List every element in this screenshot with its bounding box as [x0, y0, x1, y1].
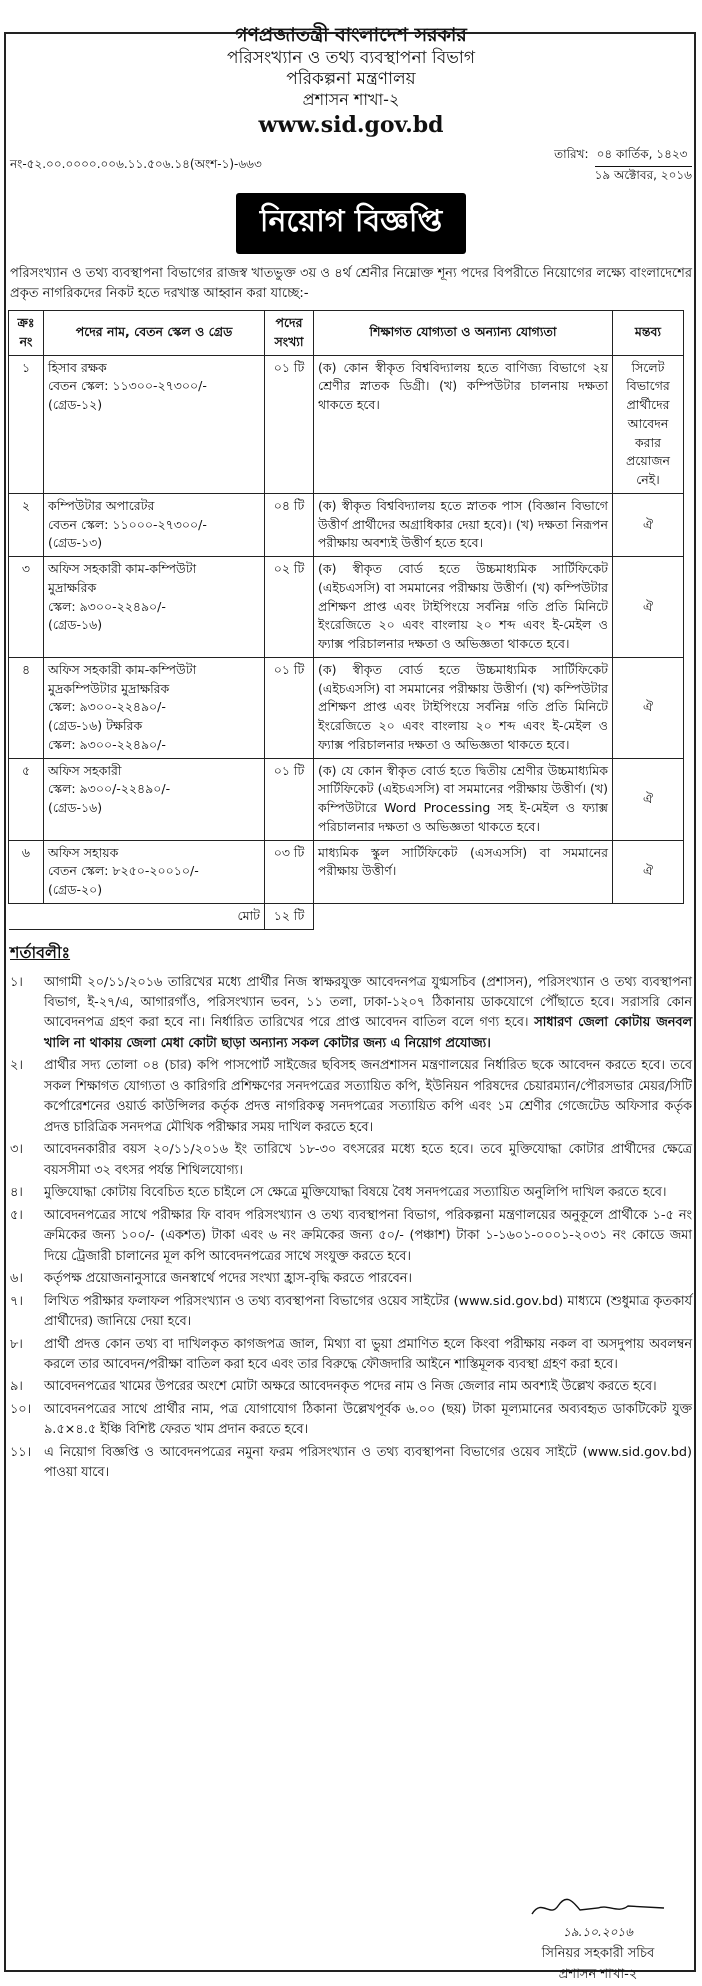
term-number: ৩। — [10, 1142, 23, 1158]
intro-text: পরিসংখ্যান ও তথ্য ব্যবস্থাপনা বিভাগের রাজস্ব খাতভুক্ত ৩য় ও ৪র্থ শ্রেনীর নিম্নোক্ত শূন্য পদের বিপরীতে নিয়োগের লক্ষ্যে বাংলাদেশের প্রকৃত নাগরিকদের নিকট হতে দরখাস্ত আহ্বান করা যাচ্ছে:- — [10, 265, 692, 301]
post-line: (গ্রেড-১২) — [48, 397, 103, 413]
post-line: (গ্রেড-১৬) — [48, 800, 103, 816]
total-value: ১২ টি — [265, 903, 314, 929]
post-line: অফিস সহকারী কাম-কম্পিউটা — [48, 661, 197, 677]
cell-count: ০১ টি — [265, 355, 314, 493]
signature-scribble — [528, 1896, 668, 1920]
terms-title: শর্তাবলীঃ — [10, 942, 71, 962]
cell-sl: ৩ — [9, 557, 44, 658]
term-text-main: প্রার্থীর সদ্য তোলা ০৪ (চার) কপি পাসপোর্ট সাইজের ছবিসহ জনপ্রশাসন মন্ত্রণালয়ের নির্ধারিত ছকে আবেদন করতে হবে। তবে সকল শিক্ষাগত যোগ্যতা ও কারিগরি প্রশিক্ষণের সনদপত্রের সত্যায়িত কপি, ইউনিয়ন পরিষদের চেয়ারম্যান/পৌরসভার মেয়র/সিটি কর্পোরেশনের ওয়ার্ড কাউন্সিলর কর্তৃক প্রদত্ত নাগরিকত্ব সনদপত্রের সত্যায়িত কপি এবং ১ম শ্রেণীর গেজেটেড অফিসার কর্তৃক প্রদত্ত চারিত্রিক সনদপত্র মৌখিক পরীক্ষার সময় দাখিল করতে হবে। — [44, 1058, 692, 1135]
cell-qualification: (ক) স্বীকৃত বোর্ড হতে উচ্চমাধ্যমিক সার্টিফিকেট (এইচএসসি) বা সমমানের পরীক্ষায় উত্তীর্ণ। (খ) কম্পিউটার প্রশিক্ষণ প্রাপ্ত এবং টাইপিংয়ে সর্বনিম্ন গতি প্রতি মিনিটে ইংরেজিতে ২০ এবং বাংলায় ২০ শব্দ এবং ই-মেইল ও ফ্যাক্স পরিচালনার দক্ষতা ও অভিজ্ঞতা থাকতে হবে। — [314, 557, 613, 658]
branch-name: প্রশাসন শাখা-২ — [302, 90, 400, 110]
cell-count: ০৩ টি — [265, 840, 314, 903]
post-line: কম্পিউটার অপারেটর — [48, 497, 155, 513]
post-line: (গ্রেড-২০) — [48, 882, 103, 898]
signature-date: ১৯.১০.২০১৬ — [563, 1925, 633, 1939]
cell-sl: ৪ — [9, 657, 44, 758]
department-name: পরিসংখ্যান ও তথ্য ব্যবস্থাপনা বিভাগ — [226, 47, 475, 68]
cell-remarks: ঐ — [613, 493, 684, 556]
post-line: স্কেল: ৯৩০০/-২২৪৯০/- — [48, 781, 171, 797]
term-number: ১০। — [10, 1401, 32, 1417]
term-number: ৬। — [10, 1271, 23, 1287]
term-text-main: আবেদনপত্রের সাথে পরীক্ষার ফি বাবদ পরিসংখ্যান ও তথ্য ব্যবস্থাপনা বিভাগ, পরিকল্পনা মন্ত্রণালয়ের অনুকূলে প্রার্থীকে ১-৫ নং ক্রমিকের জন্য ১০০/- (একশত) টাকা এবং ৬ নং ক্রমিকের জন্য ৫০/- (পঞ্চাশ) টাকা ১-১৬০১-০০০১-২০৩১ নং কোডে জমা দিয়ে ট্রেজারী চালানের মূল কপি আবেদনপত্রের সাথে সংযুক্ত করতে হবে। — [44, 1207, 692, 1264]
header-post: পদের নাম, বেতন স্কেল ও গ্রেড — [44, 311, 265, 356]
post-line: বেতন স্কেল: ১১০০০-২৭৩০০/- — [48, 516, 207, 532]
post-line: বেতন স্কেল: ৮২৫০-২০০১০/- — [48, 863, 199, 879]
signatory-branch: প্রশাসন শাখা-২ — [558, 1967, 638, 1982]
post-line: অফিস সহকারী — [48, 762, 122, 778]
cell-sl: ২ — [9, 493, 44, 556]
cell-count: ০১ টি — [265, 657, 314, 758]
post-line: হিসাব রক্ষক — [48, 359, 107, 375]
post-line: মুদ্রকম্পিউটার মুদ্রাক্ষরিক — [48, 680, 170, 696]
cell-remarks: ঐ — [613, 657, 684, 758]
header-remarks: মন্তব্য — [613, 311, 684, 356]
term-text-main: আগামী ২০/১১/২০১৬ তারিখের মধ্যে প্রার্থীর নিজ স্বাক্ষরযুক্ত আবেদনপত্র যুগ্মসচিব (প্রশাসন), পরিসংখ্যান ও তথ্য ব্যবস্থাপনা বিভাগ, ই-২৭/এ, আগারগাঁও, পরিসংখ্যান ভবন, ১১ তলা, ঢাকা-১২০৭ ঠিকানায় ডাকযোগে পৌঁছাতে হবে। সরাসরি কোন আবেদনপত্র গ্রহণ করা হবে না। নির্ধারিত তারিখের পরে প্রাপ্ত আবেদন বাতিল বলে গণ্য হবে। — [44, 974, 692, 1031]
cell-qualification: (ক) স্বীকৃত বোর্ড হতে উচ্চমাধ্যমিক সার্টিফিকেট (এইচএসসি) বা সমমানের পরীক্ষায় উত্তীর্ণ। (খ) কম্পিউটার প্রশিক্ষণ প্রাপ্ত এবং টাইপিংয়ে সর্বনিম্ন গতি প্রতি মিনিটে ইংরেজিতে ২০ এবং বাংলায় ২০ শব্দ এবং ই-মেইল ও ফ্যাক্স পরিচালনার দক্ষতা ও অভিজ্ঞতা থাকতে হবে। — [314, 657, 613, 758]
post-line: স্কেল: ৯৩০০-২২৪৯০/- — [48, 736, 166, 752]
post-line: অফিস সহকারী কাম-কম্পিউটা — [48, 561, 197, 577]
post-line: স্কেল: ৯৩০০-২২৪৯০/- — [48, 598, 166, 614]
cell-count: ০১ টি — [265, 758, 314, 840]
cell-remarks: ঐ — [613, 840, 684, 903]
cell-remarks: সিলেট বিভাগের প্রার্থীদের আবেদন করার প্রয়োজন নেই। — [613, 355, 684, 493]
term-number: ৫। — [10, 1207, 23, 1223]
cell-sl: ৫ — [9, 758, 44, 840]
post-line: অফিস সহায়ক — [48, 844, 119, 860]
term-text-main: আবেদনকারীর বয়স ২০/১১/২০১৬ ইং তারিখে ১৮-৩০ বৎসরের মধ্যে হতে হবে। তবে মুক্তিযোদ্ধা কোটার প্রার্থীদের ক্ষেত্রে বয়সসীমা ৩২ বৎসর পর্যন্ত শিথিলযোগ্য। — [44, 1142, 692, 1178]
term-number: ৭। — [10, 1293, 23, 1309]
term-text-emphasis: সাধারণ জেলা কোটায় জনবল খালি না থাকায় জেলা মেধা কোটা ছাড়া অন্যান্য সকল কোটার জন্য এ নিয়োগ প্রযোজ্য। — [44, 1015, 692, 1051]
cell-remarks: ঐ — [613, 557, 684, 658]
header-count: পদের সংখ্যা — [265, 311, 314, 356]
post-line: মুদ্রাক্ষরিক — [48, 579, 97, 595]
post-line: (গ্রেড-১৬) টক্ষরিক — [48, 718, 143, 734]
cell-qualification: (ক) যে কোন স্বীকৃত বোর্ড হতে দ্বিতীয় শ্রেণীর উচ্চমাধ্যমিক সার্টিফিকেট (এইচএসসি) বা সমমানের পরীক্ষায় উত্তীর্ণ। (খ) কম্পিউটারে Word Processing সহ ই-মেইল ও ফ্যাক্স পরিচালনার দক্ষতা ও অভিজ্ঞতা থাকতে হবে। — [314, 758, 613, 840]
term-number: ১। — [10, 974, 23, 990]
term-number: ১১। — [10, 1444, 32, 1460]
cell-qualification: (ক) স্বীকৃত বিশ্ববিদ্যালয় হতে স্নাতক পাস (বিজ্ঞান বিভাগে উত্তীর্ণ প্রার্থীদের অগ্রাধিকার দেয়া হবে)। (খ) দক্ষতা নিরূপন পরীক্ষায় অবশ্যই উত্তীর্ণ হতে হবে। — [314, 493, 613, 556]
cell-qualification: মাধ্যমিক স্কুল সার্টিফিকেট (এসএসসি) বা সমমানের পরীক্ষায় উত্তীর্ণ। — [314, 840, 613, 903]
term-text-main: প্রার্থী প্রদত্ত কোন তথ্য বা দাখিলকৃত কাগজপত্র জাল, মিথ্যা বা ভুয়া প্রমাণিত হলে কিংবা পরীক্ষায় নকল বা অসদুপায় অবলম্বন করলে তার আবেদন/পরীক্ষা বাতিল করা হবে এবং তার বিরুদ্ধে ফৌজদারি আইনে শাস্তিমূলক ব্যবস্থা গ্রহণ করা হবে। — [44, 1336, 692, 1372]
date-english: ১৯ অক্টোবর, ২০১৬ — [594, 167, 692, 182]
cell-sl: ১ — [9, 355, 44, 493]
signature-block — [528, 1896, 668, 1986]
signatory-title: সিনিয়র সহকারী সচিব — [541, 1946, 655, 1961]
post-line: (গ্রেড-১৩) — [48, 535, 103, 551]
header-sl: ক্রঃ নং — [9, 311, 44, 356]
term-text-main: আবেদনপত্রের সাথে প্রার্থীর নাম, পত্র যোগাযোগ ঠিকানা উল্লেখপূর্বক ৬.০০ (ছয়) টাকা মূল্যমানের অব্যবহৃত ডাকটিকেট যুক্ত ৯.৫×৪.৫ ইঞ্চি বিশিষ্ট ফেরত খাম প্রদান করতে হবে। — [44, 1401, 692, 1438]
total-label: মোট — [9, 903, 265, 929]
reference-number: নং-৫২.০০.০০০০.০০৬.১১.৫০৬.১৪(অংশ-১)-৬৬৩ — [10, 156, 262, 171]
notice-title: নিয়োগ বিজ্ঞপ্তি — [236, 193, 466, 254]
cell-sl: ৬ — [9, 840, 44, 903]
website: www.sid.gov.bd — [258, 112, 444, 139]
term-number: ৪। — [10, 1185, 23, 1201]
post-line: স্কেল: ৯৩০০-২২৪৯০/- — [48, 699, 166, 715]
ministry-name: পরিকল্পনা মন্ত্রণালয় — [286, 69, 416, 89]
cell-count: ০২ টি — [265, 557, 314, 658]
term-text-main: আবেদনপত্রের খামের উপরের অংশে মোটা অক্ষরে আবেদনকৃত পদের নাম ও নিজ জেলার নাম অবশ্যই উল্লেখ করতে হবে। — [44, 1379, 657, 1395]
term-text-main: লিখিত পরীক্ষার ফলাফল পরিসংখ্যান ও তথ্য ব্যবস্থাপনা বিভাগের ওয়েব সাইটের (www.sid.gov.bd) মাধ্যমে (শুধুমাত্র কৃতকার্য প্রার্থীদের) জানিয়ে দেয়া হবে। — [44, 1293, 692, 1330]
term-number: ৮। — [10, 1336, 23, 1352]
header-qualification: শিক্ষাগত যোগ্যতা ও অন্যান্য যোগ্যতা — [314, 311, 613, 356]
post-line: (গ্রেড-১৬) — [48, 617, 103, 633]
government-name: গণপ্রজাতন্ত্রী বাংলাদেশ সরকার — [235, 24, 467, 46]
date-bangla: ০৪ কার্তিক, ১৪২৩ — [595, 146, 692, 167]
cell-count: ০৪ টি — [265, 493, 314, 556]
cell-qualification: (ক) কোন স্বীকৃত বিশ্ববিদ্যালয় হতে বাণিজ্য বিভাগে ২য় শ্রেণীর স্নাতক ডিগ্রী। (খ) কম্পিউটার চালনায় দক্ষতা থাকতে হবে। — [314, 355, 613, 493]
cell-remarks: ঐ — [613, 758, 684, 840]
term-number: ২। — [10, 1058, 23, 1074]
term-number: ৯। — [10, 1379, 23, 1395]
notice-frame — [4, 32, 696, 1972]
term-text-main: কর্তৃপক্ষ প্রয়োজনানুসারে জনস্বার্থে পদের সংখ্যা হ্রাস-বৃদ্ধি করতে পারবেন। — [44, 1271, 413, 1287]
term-text-main: মুক্তিযোদ্ধা কোটায় বিবেচিত হতে চাইলে সে ক্ষেত্রে মুক্তিযোদ্ধা বিষয়ে বৈধ সনদপত্রের সত্যায়িত অনুলিপি দাখিল করতে হবে। — [44, 1185, 667, 1201]
date-label: তারিখ: — [554, 146, 589, 161]
term-text-main: এ নিয়োগ বিজ্ঞপ্তি ও আবেদনপত্রের নমুনা ফরম পরিসংখ্যান ও তথ্য ব্যবস্থাপনা বিভাগের ওয়েব সাইটে (www.sid.gov.bd) পাওয়া যাবে। — [44, 1444, 692, 1481]
post-line: বেতন স্কেল: ১১৩০০-২৭৩০০/- — [48, 378, 207, 394]
